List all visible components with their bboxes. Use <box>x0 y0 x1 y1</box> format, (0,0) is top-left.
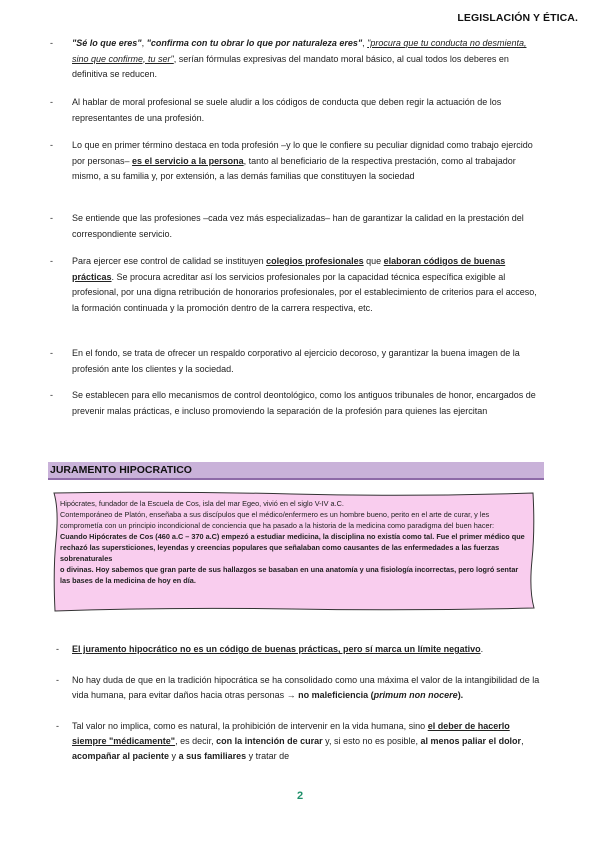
bullet-dash: - <box>50 213 53 223</box>
highlight-codigos: elaboran códigos de buenas prácticas <box>72 256 506 282</box>
quote-1: "Sé lo que eres" <box>72 38 142 48</box>
bullet-text: Se establecen para ello mecanismos de control deontológico, como los antiguos tribunales de honor, encargados de prevenir malas prácticas, e incluso promoviendo la separación de la profesión para quienes las ejercitan <box>72 390 536 416</box>
page-header-title: LEGISLACIÓN Y ÉTICA. <box>457 12 578 24</box>
bullet-text: "Sé lo que eres", "confirma con tu obrar lo que por naturaleza eres", "procura que tu conducta no desmienta, sino que confirme, tu ser", serían fórmulas expresivas del mandato moral básico, al cual todos los deberes en definitiva se reducen. <box>72 38 527 79</box>
info-box <box>52 490 536 614</box>
info-paragraph: Cuando Hipócrates de Cos (460 a.C – 370 a.C) empezó a estudiar medicina, la disciplina no existía como tal. Fue el primer médico que rechazó las supersticiones, leyendas y creencias populares que señalaban como causantes de las enfermedades a las fuerzas sobrenaturales <box>60 532 525 563</box>
bullet-dash: - <box>56 644 59 654</box>
highlight-colegios: colegios profesionales <box>266 256 364 266</box>
bullet-dash: - <box>50 390 53 400</box>
bullet-dash: - <box>56 675 59 685</box>
quote-3: "procura que tu conducta no desmienta, sino que confirme, tu ser" <box>72 38 527 64</box>
info-paragraph: Hipócrates, fundador de la Escuela de Cos, isla del mar Egeo, vivió en el siglo V-IV a.C. <box>60 499 344 508</box>
highlight-no-maleficiencia: no maleficiencia <box>298 690 369 700</box>
bullet-dash: - <box>56 721 59 731</box>
bullet-text: En el fondo, se trata de ofrecer un respaldo corporativo al ejercicio decoroso, y garantizar la buena imagen de la profesión ante los clientes y la sociedad. <box>72 348 520 374</box>
bullet-text: Al hablar de moral profesional se suele aludir a los códigos de conducta que deben regir la actuación de los representantes de una profesión. <box>72 97 502 123</box>
section-title: JURAMENTO HIPOCRATICO <box>50 464 192 476</box>
info-paragraph: Contemporáneo de Platón, enseñaba a sus discípulos que el médico/enfermero es un hombre bueno, perito en el arte de curar, y les comprometía con un principio incondicional de conciencia que ha pasado a la historia de la medicina como paradigma del buen hacer: <box>60 510 495 530</box>
bullet-dash: - <box>50 256 53 266</box>
bullet-text: Tal valor no implica, como es natural, la prohibición de intervenir en la vida humana, sino el deber de hacerlo siempre "médicamente", es decir, con la intención de curar y, si esto no es posible, al menos paliar el dolor, acompañar al paciente y a sus familiares y tratar de <box>72 721 524 761</box>
section-title-bar <box>48 462 544 480</box>
bullet-dash: - <box>50 140 53 150</box>
highlight-servicio: es el servicio a la persona <box>132 155 244 166</box>
page-number: 2 <box>296 790 304 802</box>
bullet-text: El juramento hipocrático no es un código de buenas prácticas, pero sí marca un límite negativo. <box>72 644 484 654</box>
info-box-text <box>60 498 526 586</box>
bullet-text: Lo que en primer término destaca en toda profesión –y lo que le confiere su peculiar dignidad como trabajo ejercido por personas– es el servicio a la persona, tanto al beneficiario de la respectiva prestación, como al trabajador mismo, a su familia y, por extensión, a las demás familias que constituyen la sociedad <box>72 140 533 181</box>
bullet-dash: - <box>50 348 53 358</box>
info-paragraph: o divinas. Hoy sabemos que gran parte de sus hallazgos se basaban en una anatomía y una fisiología incorrectas, pero logró sentar las bases de la medicina de hoy en día. <box>60 565 519 585</box>
quote-2: "confirma con tu obrar lo que por naturaleza eres" <box>146 38 363 48</box>
bullet-dash: - <box>50 97 53 107</box>
bullet-text: Se entiende que las profesiones –cada vez más especializadas– han de garantizar la calidad en la prestación del correspondiente servicio. <box>72 213 524 239</box>
bullet-text: No hay duda de que en la tradición hipocrática se ha consolidado como una máxima el valor de la intangibilidad de la vida humana, para evitar daños hacia otras personas → no maleficiencia (primum non nocere). <box>72 675 540 700</box>
bullet-dash: - <box>50 38 53 48</box>
latin-phrase: primum non nocere <box>373 690 458 700</box>
bullet-text: Para ejercer ese control de calidad se instituyen colegios profesionales que elaboran códigos de buenas prácticas. Se procura acreditar así los servicios profesionales por la capacidad técnica específica exigible al profesional, por una digna retribución de honorarios profesionales, por el establecimiento de criterios para el acceso, la formación continuada y la promoción dentro de la carrera respectiva, etc. <box>72 256 537 313</box>
highlight-juramento: El juramento hipocrático no es un código de buenas prácticas, pero sí marca un límite negativo <box>72 644 481 654</box>
highlight-deber: el deber de hacerlo siempre "médicamente" <box>72 721 510 746</box>
